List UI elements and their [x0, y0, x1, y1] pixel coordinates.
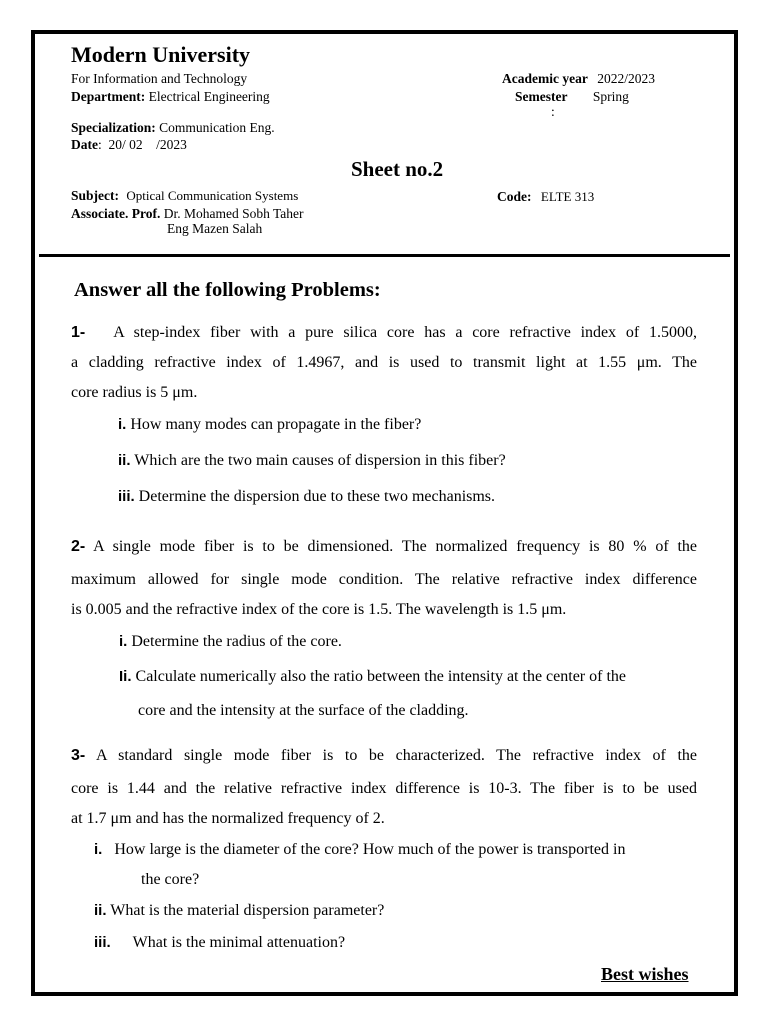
prof-value: Dr. Mohamed Sobh Taher [163, 206, 304, 221]
code-value: ELTE 313 [540, 189, 595, 204]
date-line [71, 137, 187, 153]
problem-3-question-ii: ii. What is the material dispersion parameter? [94, 902, 385, 919]
problem-2-question-i: i. Determine the radius of the core. [119, 633, 342, 650]
academic-year-line [502, 71, 655, 87]
header-divider [39, 254, 730, 257]
problem-1-line: core radius is 5 μm. [71, 384, 198, 401]
prof-label: Associate. Prof. [71, 206, 161, 221]
department-value: Electrical Engineering [148, 89, 270, 104]
problem-2-number: 2- [71, 538, 86, 555]
problem-2-question-ii-continued: core and the intensity at the surface of the cladding. [138, 702, 469, 719]
code-label: Code: [497, 189, 532, 204]
problem-2-statement [71, 532, 697, 625]
department-label: Department: [71, 89, 146, 104]
closing-best-wishes: Best wishes [601, 964, 689, 984]
problem-1-number: 1- [71, 324, 86, 341]
problem-2-line: maximum allowed for single mode condition. The relative refractive index difference [71, 571, 697, 588]
problem-3-line: 3- A standard single mode fiber is to be characterized. The refractive index of the [71, 747, 698, 764]
subject-label: Subject: [71, 188, 119, 203]
problem-3-number: 3- [71, 747, 86, 764]
semester-colon: : [551, 104, 555, 119]
sheet-title: Sheet no.2 [351, 157, 444, 181]
problem-1-line: a cladding refractive index of 1.4967, and is used to transmit light at 1.55 μm. The [71, 354, 697, 371]
subject-value: Optical Communication Systems [126, 188, 299, 203]
problem-1-question-iii: iii. Determine the dispersion due to these two mechanisms. [118, 488, 496, 505]
problem-1-statement [71, 318, 697, 408]
problem-3-question-i: i. How large is the diameter of the core? How much of the power is transported in [94, 841, 626, 858]
problem-3-question-i-continued: the core? [141, 871, 200, 888]
problem-1-question-ii: ii. Which are the two main causes of dispersion in this fiber? [118, 452, 506, 469]
specialization-line [71, 120, 275, 136]
semester-value: Spring [592, 89, 629, 104]
academic-year-value: 2022/2023 [597, 71, 655, 86]
problem-2-question-ii: Ii. Calculate numerically also the ratio between the intensity at the center of the [119, 668, 626, 685]
date-value: : 20/ 02 /2023 [98, 137, 187, 152]
problem-1-line: 1- A step-index fiber with a pure silica core has a core refractive index of 1.5000, [71, 324, 697, 341]
university-name: Modern University [71, 42, 251, 67]
date-label: Date [71, 137, 98, 152]
problem-1-question-i: i. How many modes can propagate in the fiber? [118, 416, 422, 433]
problem-3-question-iii: iii. What is the minimal attenuation? [94, 934, 346, 951]
semester-label: Semester [515, 89, 568, 104]
problem-3-line: at 1.7 μm and has the normalized frequency of 2. [71, 810, 385, 827]
problem-2-line: 2- A single mode fiber is to be dimensioned. The normalized frequency is 80 % of the [71, 538, 697, 555]
prof-line [71, 206, 304, 222]
code-line [497, 189, 594, 205]
university-subtitle: For Information and Technology [71, 71, 248, 86]
specialization-label: Specialization: [71, 120, 156, 135]
problem-2-line: is 0.005 and the refractive index of the core is 1.5. The wavelength is 1.5 μm. [71, 601, 567, 618]
department-line [71, 89, 270, 105]
academic-year-label: Academic year [502, 71, 588, 86]
eng-name: Eng Mazen Salah [167, 221, 263, 236]
problem-3-statement [71, 741, 697, 834]
specialization-value: Communication Eng. [159, 120, 275, 135]
semester-line [515, 89, 629, 105]
subject-line [71, 188, 298, 204]
problems-heading: Answer all the following Problems: [74, 279, 381, 301]
problem-3-line: core is 1.44 and the relative refractive index difference is 10-3. The fiber is to be used [71, 780, 697, 797]
